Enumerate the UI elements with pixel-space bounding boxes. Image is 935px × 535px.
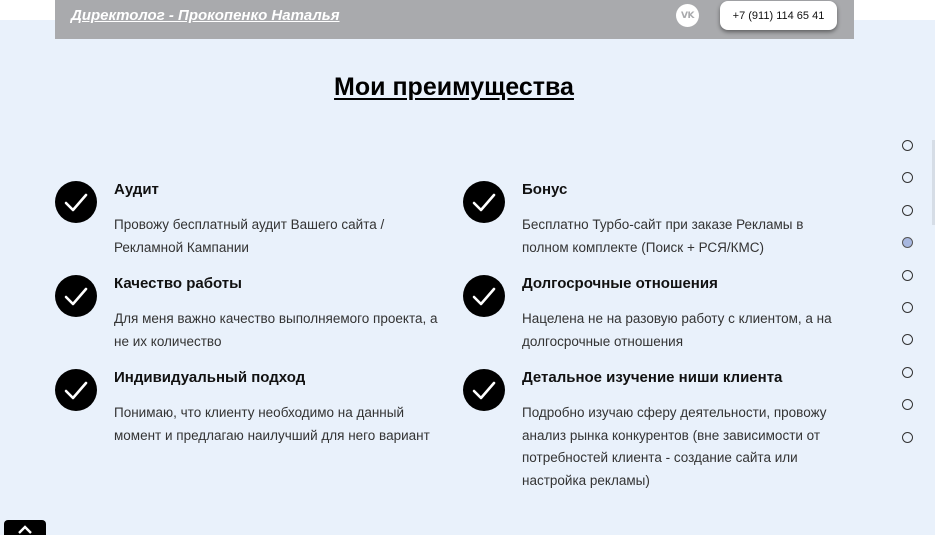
feature-description: Для меня важно качество выполняемого проекта, а не их количество bbox=[114, 311, 438, 349]
feature-title: Детальное изучение ниши клиента bbox=[522, 369, 783, 386]
check-circle-icon bbox=[463, 369, 505, 411]
vk-icon[interactable] bbox=[676, 4, 699, 27]
feature-description: Понимаю, что клиенту необходимо на данный момент и предлагаю наилучший для него вариант bbox=[114, 405, 430, 443]
scroll-to-top-button[interactable] bbox=[4, 520, 46, 535]
nav-dot[interactable] bbox=[902, 270, 913, 281]
nav-dot[interactable] bbox=[902, 432, 913, 443]
phone-button[interactable]: +7 (911) 114 65 41 bbox=[720, 1, 837, 30]
nav-dot[interactable] bbox=[902, 367, 913, 378]
feature-title: Аудит bbox=[114, 181, 159, 198]
vk-icon-label: VK bbox=[681, 10, 694, 21]
nav-dot[interactable] bbox=[902, 302, 913, 313]
check-circle-icon bbox=[463, 275, 505, 317]
feature-title: Бонус bbox=[522, 181, 568, 198]
feature-description: Бесплатно Турбо-сайт при заказе Рекламы в полном комплекте (Поиск + РСЯ/КМС) bbox=[522, 217, 804, 255]
check-circle-icon bbox=[55, 275, 97, 317]
chevron-up-icon bbox=[17, 524, 33, 534]
feature-description: Подробно изучаю сферу деятельности, провожу анализ рынка конкурентов (вне зависимости от потребностей клиента - создание сайта или настройка рекламы) bbox=[522, 405, 827, 488]
nav-dot[interactable] bbox=[902, 172, 913, 183]
nav-dot[interactable] bbox=[902, 334, 913, 345]
site-title-link[interactable]: Директолог - Прокопенко Наталья bbox=[71, 7, 340, 24]
nav-dot[interactable] bbox=[902, 237, 913, 248]
nav-dot[interactable] bbox=[902, 140, 913, 151]
nav-dot[interactable] bbox=[902, 205, 913, 216]
check-circle-icon bbox=[55, 181, 97, 223]
section-title: Мои преимущества bbox=[334, 73, 574, 101]
feature-title: Индивидуальный подход bbox=[114, 369, 306, 386]
feature-title: Долгосрочные отношения bbox=[522, 275, 718, 292]
feature-title: Качество работы bbox=[114, 275, 242, 292]
feature-description: Нацелена не на разовую работу с клиентом, а на долгосрочные отношения bbox=[522, 311, 832, 349]
header-bar bbox=[55, 0, 854, 39]
feature-description: Провожу бесплатный аудит Вашего сайта / Рекламной Кампании bbox=[114, 217, 385, 255]
check-circle-icon bbox=[55, 369, 97, 411]
nav-dot[interactable] bbox=[902, 399, 913, 410]
check-circle-icon bbox=[463, 181, 505, 223]
